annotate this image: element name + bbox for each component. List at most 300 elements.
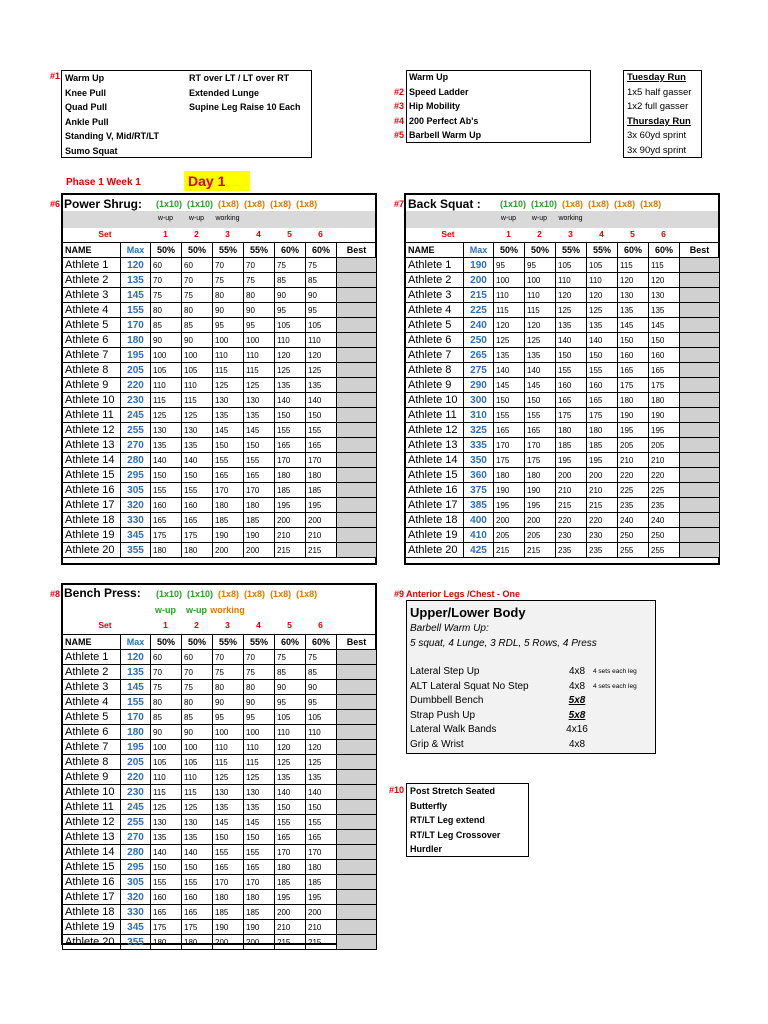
bench-press-weight: 80 (151, 695, 182, 710)
power-shrug-weight: 155 (151, 483, 182, 498)
power-shrug-athlete-name: Athlete 4 (63, 303, 121, 318)
back-squat-best-cell (680, 288, 720, 303)
bench-press-weight: 150 (151, 860, 182, 875)
thursday-run-title: Thursday Run (627, 115, 691, 127)
back-squat-athlete-name: Athlete 11 (406, 408, 464, 423)
back-squat-weight: 165 (494, 423, 525, 438)
bench-press-weight: 180 (182, 935, 213, 950)
bench-press-row (63, 800, 377, 815)
back-squat-weight: 255 (618, 543, 649, 558)
back-squat-header-pct: 55% (556, 243, 587, 258)
bench-press-table (62, 634, 377, 950)
back-squat-weight: 120 (525, 318, 556, 333)
back-squat-row (406, 333, 720, 348)
power-shrug-header-pct: 55% (244, 243, 275, 258)
back-squat-weight: 120 (618, 273, 649, 288)
power-shrug-weight: 105 (306, 318, 337, 333)
back-squat-weight: 180 (587, 423, 618, 438)
power-shrug-header-pct: 50% (182, 243, 213, 258)
tuesday-run-title: Tuesday Run (627, 72, 686, 83)
back-squat-weight: 135 (525, 348, 556, 363)
power-shrug-weight: 125 (244, 378, 275, 393)
power-shrug-best-cell (337, 543, 377, 558)
back-squat-best-cell (680, 258, 720, 273)
back-squat-scheme-item: (1x8) (562, 199, 584, 209)
power-shrug-athlete-name: Athlete 11 (63, 408, 121, 423)
back-squat-weight: 205 (649, 438, 680, 453)
bench-press-weight: 145 (213, 815, 244, 830)
power-shrug-row (63, 333, 377, 348)
power-shrug-weight: 125 (306, 363, 337, 378)
warmup-item: Extended Lunge (189, 87, 260, 98)
back-squat-weight: 125 (587, 303, 618, 318)
back-squat-row (406, 468, 720, 483)
back-squat-weight: 135 (494, 348, 525, 363)
power-shrug-athlete-name: Athlete 5 (63, 318, 121, 333)
bench-press-weight: 105 (275, 710, 306, 725)
power-shrug-weight: 90 (213, 303, 244, 318)
back-squat-weight: 235 (556, 543, 587, 558)
power-shrug-best-cell (337, 483, 377, 498)
bench-press-weight: 215 (306, 935, 337, 950)
power-shrug-weight: 155 (213, 453, 244, 468)
back-squat-max: 325 (464, 423, 494, 438)
back-squat-athlete-name: Athlete 8 (406, 363, 464, 378)
exercise-name: Dumbbell Bench (410, 695, 484, 706)
bench-press-header-pct: 50% (182, 635, 213, 650)
bench-press-weight: 70 (182, 665, 213, 680)
bench-press-max: 120 (121, 650, 151, 665)
power-shrug-weight: 130 (182, 423, 213, 438)
post-stretch-item: Post Stretch Seated (410, 786, 496, 796)
back-squat-weight: 170 (525, 438, 556, 453)
bench-press-weight: 85 (182, 710, 213, 725)
back-squat-weight: 215 (556, 498, 587, 513)
bench-press-weight: 170 (306, 845, 337, 860)
back-squat-weight: 235 (649, 498, 680, 513)
back-squat-weight: 200 (587, 468, 618, 483)
bench-press-weight: 180 (151, 935, 182, 950)
warmup-row (366, 114, 586, 129)
back-squat-weight: 95 (525, 258, 556, 273)
bench-press-weight: 180 (213, 890, 244, 905)
bench-press-athlete-name: Athlete 10 (63, 785, 121, 800)
back-squat-weight: 165 (525, 423, 556, 438)
back-squat-best-cell (680, 333, 720, 348)
bench-press-weight: 115 (151, 785, 182, 800)
bench-press-max: 230 (121, 785, 151, 800)
back-squat-row (406, 423, 720, 438)
power-shrug-weight: 130 (244, 393, 275, 408)
back-squat-max: 200 (464, 273, 494, 288)
back-squat-weight: 175 (525, 453, 556, 468)
back-squat-max: 225 (464, 303, 494, 318)
back-squat-max: 190 (464, 258, 494, 273)
bench-press-weight: 130 (151, 815, 182, 830)
bench-press-weight: 200 (244, 935, 275, 950)
back-squat-wup-label: w-up (531, 215, 548, 222)
power-shrug-weight: 215 (275, 543, 306, 558)
power-shrug-athlete-name: Athlete 8 (63, 363, 121, 378)
bench-press-max: 220 (121, 770, 151, 785)
power-shrug-weight: 175 (182, 528, 213, 543)
power-shrug-athlete-name: Athlete 7 (63, 348, 121, 363)
bench-press-weight: 60 (182, 650, 213, 665)
back-squat-weight: 135 (649, 303, 680, 318)
bench-press-scheme-item: (1x8) (296, 589, 318, 599)
power-shrug-weight: 110 (151, 378, 182, 393)
back-squat-best-cell (680, 318, 720, 333)
bench-press-weight: 155 (213, 845, 244, 860)
power-shrug-weight: 185 (244, 513, 275, 528)
back-squat-weight: 160 (556, 378, 587, 393)
warmup-row (366, 99, 586, 114)
bench-press-best-cell (337, 755, 377, 770)
power-shrug-weight: 190 (244, 528, 275, 543)
power-shrug-max: 155 (121, 303, 151, 318)
power-shrug-weight: 80 (182, 303, 213, 318)
warmup-item: Standing V, Mid/RT/LT (65, 131, 159, 142)
power-shrug-weight: 110 (275, 333, 306, 348)
power-shrug-weight: 110 (244, 348, 275, 363)
bench-press-weight: 120 (275, 740, 306, 755)
bench-press-athlete-name: Athlete 5 (63, 710, 121, 725)
warmup-item: Warm Up (65, 73, 105, 83)
power-shrug-athlete-name: Athlete 15 (63, 468, 121, 483)
bench-press-weight: 75 (182, 680, 213, 695)
power-shrug-title: Power Shrug: (64, 197, 143, 211)
bench-press-athlete-name: Athlete 20 (63, 935, 121, 950)
bench-press-weight: 165 (306, 830, 337, 845)
bench-press-weight: 180 (306, 860, 337, 875)
power-shrug-set-number: 2 (194, 229, 199, 239)
power-shrug-row (63, 528, 377, 543)
bench-press-weight: 70 (244, 650, 275, 665)
phase-label: Phase 1 Week 1 (66, 177, 141, 188)
power-shrug-set-number: 1 (163, 229, 168, 239)
back-squat-athlete-name: Athlete 1 (406, 258, 464, 273)
power-shrug-athlete-name: Athlete 18 (63, 513, 121, 528)
power-shrug-athlete-name: Athlete 2 (63, 273, 121, 288)
power-shrug-weight: 85 (306, 273, 337, 288)
back-squat-wup-label: w-up (500, 215, 517, 222)
bench-press-weight: 105 (151, 755, 182, 770)
bench-press-weight: 185 (275, 875, 306, 890)
power-shrug-number: #6 (49, 199, 60, 209)
bench-press-athlete-name: Athlete 15 (63, 860, 121, 875)
bench-press-athlete-name: Athlete 14 (63, 845, 121, 860)
power-shrug-set-number: 3 (225, 229, 230, 239)
back-squat-athlete-name: Athlete 12 (406, 423, 464, 438)
warmup-item: Speed Ladder (409, 86, 469, 97)
back-squat-weight: 210 (649, 453, 680, 468)
back-squat-max: 425 (464, 543, 494, 558)
bench-press-weight: 75 (306, 650, 337, 665)
back-squat-weight: 205 (618, 438, 649, 453)
power-shrug-scheme (156, 199, 322, 209)
exercise-note: 4 sets each leg (593, 668, 637, 675)
bench-press-weight: 185 (244, 905, 275, 920)
power-shrug-athlete-name: Athlete 9 (63, 378, 121, 393)
bench-press-athlete-name: Athlete 13 (63, 830, 121, 845)
back-squat-weight: 165 (556, 393, 587, 408)
back-squat-best-cell (680, 423, 720, 438)
back-squat-weight: 135 (587, 318, 618, 333)
bench-press-best-cell (337, 800, 377, 815)
power-shrug-weight: 75 (244, 273, 275, 288)
back-squat-weight: 220 (556, 513, 587, 528)
back-squat-weight: 120 (556, 288, 587, 303)
power-shrug-row (63, 393, 377, 408)
back-squat-weight: 185 (556, 438, 587, 453)
back-squat-weight: 150 (525, 393, 556, 408)
bench-press-header-max: Max (121, 635, 151, 650)
power-shrug-weight: 165 (275, 438, 306, 453)
power-shrug-weight: 115 (151, 393, 182, 408)
back-squat-weight: 190 (618, 408, 649, 423)
bench-press-set-number: 5 (287, 620, 292, 630)
power-shrug-weight: 75 (306, 258, 337, 273)
back-squat-max: 385 (464, 498, 494, 513)
bench-press-best-cell (337, 935, 377, 950)
warmup-left-list (62, 71, 187, 159)
bench-press-set-label: Set (98, 620, 112, 630)
power-shrug-weight: 135 (213, 408, 244, 423)
back-squat-weight: 180 (494, 468, 525, 483)
back-squat-weight: 125 (494, 333, 525, 348)
back-squat-weight: 150 (649, 333, 680, 348)
warmup-number: #2 (393, 86, 404, 97)
bench-press-best-cell (337, 785, 377, 800)
power-shrug-weight: 145 (213, 423, 244, 438)
power-shrug-weight: 75 (151, 288, 182, 303)
power-shrug-row (63, 513, 377, 528)
back-squat-scheme-item: (1x10) (500, 199, 527, 209)
back-squat-set-number: 3 (568, 229, 573, 239)
back-squat-weight: 240 (649, 513, 680, 528)
bench-press-weight: 70 (151, 665, 182, 680)
power-shrug-row (63, 453, 377, 468)
bench-press-weight: 100 (213, 725, 244, 740)
power-shrug-weight: 125 (151, 408, 182, 423)
power-shrug-weight: 60 (151, 258, 182, 273)
power-shrug-row (63, 408, 377, 423)
back-squat-weight: 140 (556, 333, 587, 348)
back-squat-weight: 160 (618, 348, 649, 363)
bench-press-weight: 110 (244, 740, 275, 755)
bench-press-weight: 80 (182, 695, 213, 710)
power-shrug-weight: 120 (306, 348, 337, 363)
bench-press-weight: 115 (244, 755, 275, 770)
bench-press-row (63, 875, 377, 890)
back-squat-title: Back Squat : (408, 197, 481, 211)
bench-press-row (63, 935, 377, 950)
power-shrug-header-pct: 55% (213, 243, 244, 258)
post-stretch-box (406, 783, 529, 857)
bench-press-weight: 155 (244, 845, 275, 860)
back-squat-max: 310 (464, 408, 494, 423)
back-squat-weight: 130 (649, 288, 680, 303)
back-squat-weight: 240 (618, 513, 649, 528)
power-shrug-athlete-name: Athlete 13 (63, 438, 121, 453)
warmup-item: Ankle Pull (65, 116, 109, 127)
back-squat-row (406, 363, 720, 378)
post-stretch-list (407, 784, 528, 857)
bench-press-weight: 95 (306, 695, 337, 710)
power-shrug-weight: 195 (275, 498, 306, 513)
power-shrug-weight: 80 (244, 288, 275, 303)
bench-press-row (63, 830, 377, 845)
back-squat-header-pct: 50% (525, 243, 556, 258)
power-shrug-athlete-name: Athlete 16 (63, 483, 121, 498)
back-squat-row (406, 303, 720, 318)
exercise-sets: 4x8 (568, 666, 586, 677)
bench-press-best-cell (337, 650, 377, 665)
exercise-list (407, 665, 655, 752)
power-shrug-weight: 90 (306, 288, 337, 303)
bench-press-weight: 140 (275, 785, 306, 800)
bench-press-weight: 100 (244, 725, 275, 740)
back-squat-row (406, 513, 720, 528)
back-squat-weight: 220 (649, 468, 680, 483)
power-shrug-weight: 140 (182, 453, 213, 468)
bench-press-weight: 125 (182, 800, 213, 815)
power-shrug-best-cell (337, 288, 377, 303)
bench-press-weight: 170 (275, 845, 306, 860)
bench-press-weight: 200 (213, 935, 244, 950)
bench-press-weight: 180 (244, 890, 275, 905)
bench-press-weight: 135 (275, 770, 306, 785)
power-shrug-scheme-item: (1x10) (187, 199, 214, 209)
back-squat-weight: 195 (525, 498, 556, 513)
bench-press-row (63, 740, 377, 755)
bench-press-weight: 210 (306, 920, 337, 935)
back-squat-wup-label: working (558, 215, 583, 222)
exercise-row (407, 709, 655, 724)
back-squat-weight: 225 (649, 483, 680, 498)
power-shrug-weight: 95 (306, 303, 337, 318)
warmup-item: Sumo Squat (65, 145, 118, 156)
back-squat-best-cell (680, 483, 720, 498)
bench-press-weight: 95 (275, 695, 306, 710)
back-squat-weight: 125 (556, 303, 587, 318)
power-shrug-athlete-name: Athlete 12 (63, 423, 121, 438)
power-shrug-athlete-name: Athlete 6 (63, 333, 121, 348)
power-shrug-weight: 150 (182, 468, 213, 483)
power-shrug-weight: 150 (213, 438, 244, 453)
power-shrug-weight: 135 (244, 408, 275, 423)
bench-press-weight: 175 (151, 920, 182, 935)
power-shrug-max: 270 (121, 438, 151, 453)
back-squat-best-cell (680, 453, 720, 468)
back-squat-athlete-name: Athlete 20 (406, 543, 464, 558)
back-squat-best-cell (680, 468, 720, 483)
bench-press-max: 170 (121, 710, 151, 725)
back-squat-best-cell (680, 273, 720, 288)
bench-press-set-number: 4 (256, 620, 261, 630)
bench-press-best-cell (337, 725, 377, 740)
bench-press-weight: 75 (213, 665, 244, 680)
back-squat-scheme-item: (1x8) (614, 199, 636, 209)
exercise-sets: 4x16 (566, 724, 588, 735)
back-squat-weight: 205 (525, 528, 556, 543)
bench-press-scheme (156, 589, 322, 599)
back-squat-header-best: Best (680, 243, 720, 258)
power-shrug-weight: 140 (275, 393, 306, 408)
power-shrug-weight: 70 (151, 273, 182, 288)
back-squat-weight: 135 (618, 303, 649, 318)
exercise-name: Grip & Wrist (410, 738, 464, 750)
bench-press-max: 205 (121, 755, 151, 770)
bench-press-weight: 90 (244, 695, 275, 710)
back-squat-weight: 150 (494, 393, 525, 408)
warmup-item: 200 Perfect Ab's (409, 115, 479, 126)
back-squat-weight: 255 (649, 543, 680, 558)
post-stretch-item: RT/LT Leg extend (410, 815, 485, 826)
power-shrug-set-label: Set (98, 229, 112, 239)
bench-press-athlete-name: Athlete 2 (63, 665, 121, 680)
power-shrug-header-pct: 60% (275, 243, 306, 258)
back-squat-row (406, 318, 720, 333)
power-shrug-weight: 110 (182, 378, 213, 393)
tuesday-run-item: 1x2 full gasser (627, 101, 689, 113)
back-squat-header-row (406, 243, 720, 258)
back-squat-weight: 110 (556, 273, 587, 288)
bench-press-max: 345 (121, 920, 151, 935)
power-shrug-max: 170 (121, 318, 151, 333)
back-squat-athlete-name: Athlete 19 (406, 528, 464, 543)
tuesday-run-item: 1x5 half gasser (627, 86, 692, 98)
anterior-title: Anterior Legs /Chest - One (406, 589, 521, 599)
back-squat-weight: 105 (587, 258, 618, 273)
warmup-row (366, 70, 586, 85)
power-shrug-row (63, 483, 377, 498)
back-squat-best-cell (680, 543, 720, 558)
bench-press-row (63, 845, 377, 860)
warmup-number: #1 (49, 71, 60, 81)
power-shrug-weight: 95 (213, 318, 244, 333)
power-shrug-row (63, 498, 377, 513)
power-shrug-weight: 190 (213, 528, 244, 543)
back-squat-set-number: 2 (537, 229, 542, 239)
bench-press-athlete-name: Athlete 4 (63, 695, 121, 710)
back-squat-weight: 170 (494, 438, 525, 453)
post-stretch-item: Hurdler (410, 844, 443, 855)
back-squat-athlete-name: Athlete 5 (406, 318, 464, 333)
bench-press-athlete-name: Athlete 9 (63, 770, 121, 785)
bench-press-athlete-name: Athlete 6 (63, 725, 121, 740)
bench-press-weight: 95 (244, 710, 275, 725)
bench-press-max: 270 (121, 830, 151, 845)
power-shrug-weight: 210 (275, 528, 306, 543)
bench-press-row (63, 920, 377, 935)
bench-press-weight: 115 (182, 785, 213, 800)
power-shrug-weight: 170 (213, 483, 244, 498)
back-squat-weight: 250 (649, 528, 680, 543)
power-shrug-max: 305 (121, 483, 151, 498)
back-squat-athlete-name: Athlete 4 (406, 303, 464, 318)
bench-press-weight: 155 (151, 875, 182, 890)
bench-press-set-number: 6 (318, 620, 323, 630)
thursday-run-item: 3x 90yd sprint (627, 144, 687, 156)
back-squat-scheme-item: (1x8) (588, 199, 610, 209)
power-shrug-weight: 110 (306, 333, 337, 348)
back-squat-weight: 195 (494, 498, 525, 513)
bench-press-scheme-item: (1x10) (187, 589, 214, 599)
exercise-sets: 5x8 (568, 695, 586, 706)
bench-press-weight: 105 (182, 755, 213, 770)
back-squat-weight: 105 (556, 258, 587, 273)
